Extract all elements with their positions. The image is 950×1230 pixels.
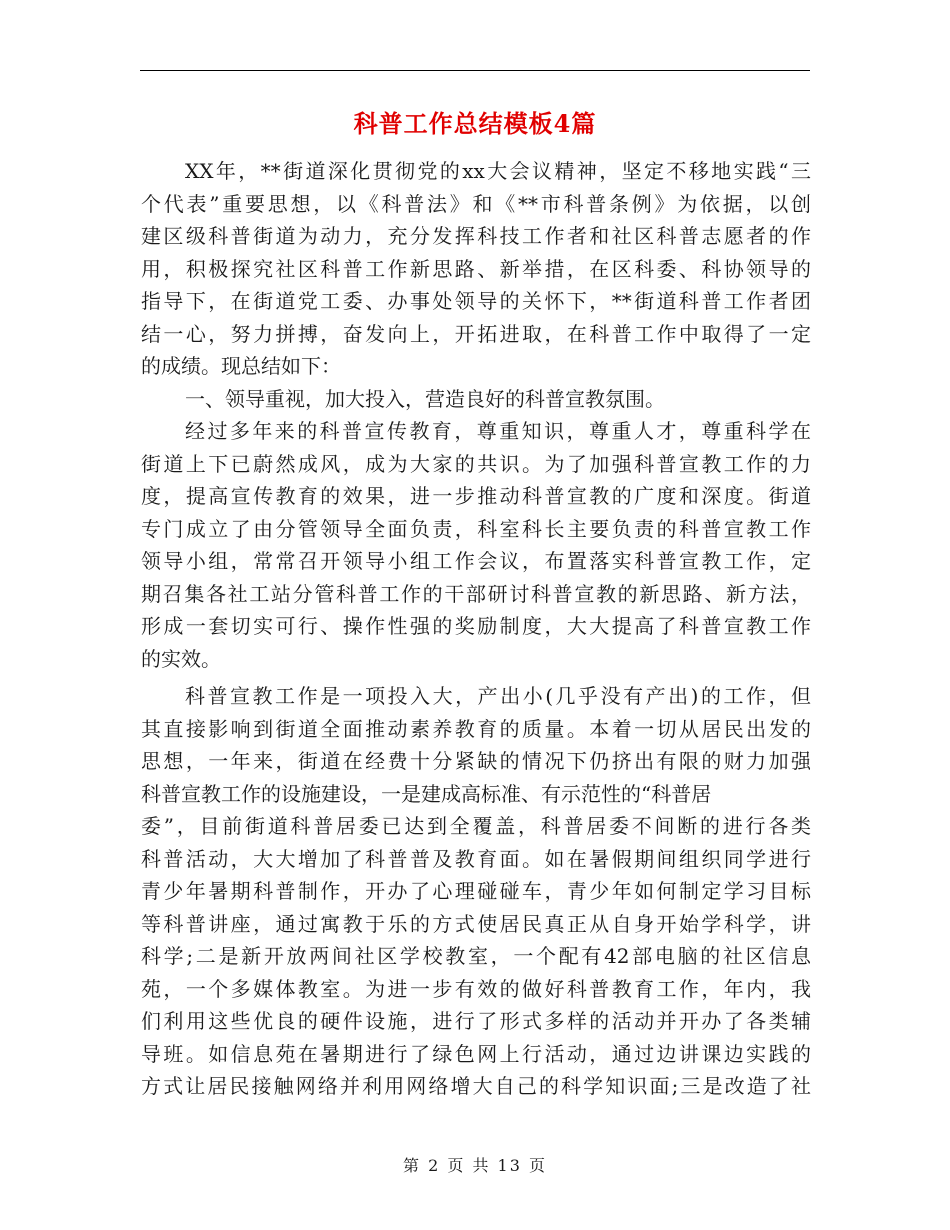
text-line: 苑，一个多媒体教室。为进一步有效的做好科普教育工作，年内，我: [141, 976, 811, 1001]
text-line: 们利用这些优良的硬件设施，进行了形式多样的活动并开办了各类辅: [141, 1009, 811, 1033]
text-line: 建区级科普街道为动力，充分发挥科技工作者和社区科普志愿者的作: [141, 224, 811, 248]
text-line: 街道上下已蔚然成风，成为大家的共识。为了加强科普宣教工作的力: [141, 451, 811, 476]
text-line: 科普活动，大大增加了科普普及教育面。如在暑假期间组织同学进行: [141, 846, 811, 871]
text-line: 青少年暑期科普制作，开办了心理碰碰车，青少年如何制定学习目标: [141, 879, 811, 903]
text-line: 导班。如信息苑在暑期进行了绿色网上行活动，通过边讲课边实践的: [141, 1041, 811, 1066]
section-heading: [141, 383, 811, 416]
text-line: 科普宣教工作是一项投入大，产出小(几乎没有产出)的工作，但: [185, 684, 811, 708]
text-line: 科普宣教工作的设施建设，一是建成高标准、有示范性的“科普居: [141, 781, 712, 806]
text-line: 专门成立了由分管领导全面负责，科室科长主要负责的科普宣教工作: [141, 516, 811, 541]
text-line: 期召集各社工站分管科普工作的干部研讨科普宣教的新思路、新方法，: [141, 581, 811, 606]
text-line: 方式让居民接触网络并利用网络增大自己的科学知识面;三是改造了社: [141, 1074, 811, 1098]
text-line: 一、领导重视，加大投入，营造良好的科普宣教氛围。: [185, 386, 665, 411]
paragraph: [141, 415, 811, 675]
page-number-footer: 第 2 页 共 13 页: [403, 1156, 547, 1175]
paragraph: [141, 680, 811, 1103]
text-line: 其直接影响到街道全面推动素养教育的质量。本着一切从居民出发的: [141, 716, 811, 741]
text-line: 个代表”重要思想，以《科普法》和《**市科普条例》为依据，以创: [141, 191, 811, 216]
header-rule: [140, 70, 810, 71]
text-line: 结一心，努力拼搏，奋发向上，开拓进取，在科普工作中取得了一定: [141, 321, 811, 346]
document-title: 科普工作总结模板4篇: [353, 109, 597, 138]
paragraph: [141, 155, 811, 383]
text-line: 经过多年来的科普宣传教育，尊重知识，尊重人才，尊重科学在: [185, 419, 811, 443]
text-line: 度，提高宣传教育的效果，进一步推动科普宣教的广度和深度。街道: [141, 484, 811, 508]
text-line: XX年，**街道深化贯彻党的xx大会议精神，坚定不移地实践“三: [185, 159, 811, 183]
text-line: 思想，一年来，街道在经费十分紧缺的情况下仍挤出有限的财力加强: [141, 749, 811, 773]
text-line: 的实效。: [141, 646, 221, 671]
text-line: 用，积极探究社区科普工作新思路、新举措，在区科委、科协领导的: [141, 256, 811, 281]
text-line: 指导下，在街道党工委、办事处领导的关怀下，**街道科普工作者团: [141, 289, 811, 313]
text-line: 的成绩。现总结如下：: [141, 354, 341, 378]
document-body: [141, 155, 811, 1103]
text-line: 委”，目前街道科普居委已达到全覆盖，科普居委不间断的进行各类: [141, 814, 811, 838]
text-line: 科学;二是新开放两间社区学校教室，一个配有42部电脑的社区信息: [141, 944, 811, 968]
text-line: 领导小组，常常召开领导小组工作会议，布置落实科普宣教工作，定: [141, 549, 811, 573]
text-line: 形成一套切实可行、操作性强的奖励制度，大大提高了科普宣教工作: [141, 614, 811, 638]
text-line: 等科普讲座，通过寓教于乐的方式使居民真正从自身开始学科学，讲: [141, 911, 811, 936]
